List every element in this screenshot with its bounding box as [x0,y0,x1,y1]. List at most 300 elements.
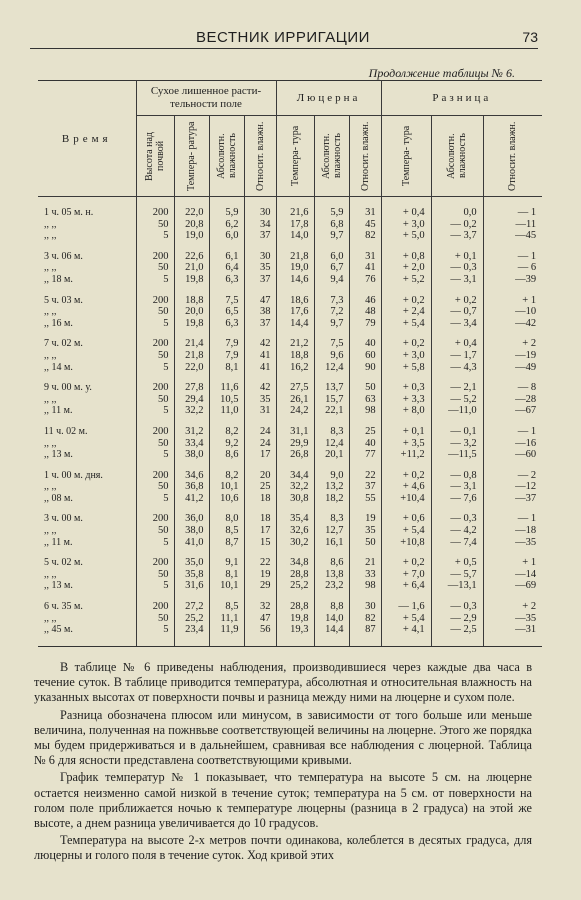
table-row [38,251,542,263]
table-row [38,613,542,625]
running-header [28,24,538,46]
value-cell: 28,8 [276,601,314,613]
table-row [38,318,542,330]
value-cell: 200 [136,513,174,525]
value-cell: 17 [244,449,276,461]
value-cell: 22,0 [174,207,209,219]
value-cell: — 2,5 [431,624,483,636]
value-cell: 10,1 [209,481,244,493]
value-cell: 5 [136,493,174,505]
value-cell: 9,7 [314,318,349,330]
value-cell: 35 [244,394,276,406]
value-cell: + 5,8 [381,362,431,374]
value-cell: 50 [136,350,174,362]
time-cell: ,, 08 м. [44,492,73,504]
value-cell: — 3,1 [431,481,483,493]
value-cell: 200 [136,207,174,219]
value-cell: — 4,2 [431,525,483,537]
value-cell: 9,2 [209,438,244,450]
value-cell: 20,8 [174,219,209,231]
time-cell: ,, ,, [44,437,57,449]
value-cell: 98 [349,580,381,592]
time-cell: 1 ч. 00 м. дня. [44,469,103,481]
value-cell: —45 [483,230,542,242]
table-row [38,426,542,438]
value-cell: —69 [483,580,542,592]
time-cell: ,, ,, [44,262,57,274]
value-cell: 32 [244,601,276,613]
value-cell: 18,6 [276,295,314,307]
page-number: 73 [522,29,538,45]
column-header: Высота над почвой [136,116,174,197]
value-cell: 200 [136,470,174,482]
value-cell: 6,2 [209,219,244,231]
column-header: Относит. влажн. [244,116,276,197]
value-cell: + 0,2 [381,557,431,569]
value-cell: — 5,7 [431,569,483,581]
spacer-row [38,329,542,338]
value-cell: 26,1 [276,394,314,406]
value-cell: 10,5 [209,394,244,406]
time-cell: 5 ч. 03 м. [44,294,83,306]
value-cell: 5,9 [314,207,349,219]
value-cell: 55 [349,493,381,505]
value-cell: 32,6 [276,525,314,537]
value-cell: 6,0 [314,251,349,263]
value-cell: 8,0 [209,513,244,525]
time-cell: 5 ч. 02 м. [44,557,83,569]
value-cell: 25,2 [174,613,209,625]
value-cell: 7,5 [314,338,349,350]
value-cell: 200 [136,295,174,307]
value-cell: 34,6 [174,470,209,482]
value-cell: 6,4 [209,262,244,274]
table-row [38,513,542,525]
value-cell: 7,2 [314,306,349,318]
value-cell: —11,5 [431,449,483,461]
time-cell: ,, ,, [44,306,57,318]
value-cell: 23,2 [314,580,349,592]
value-cell: + 3,5 [381,438,431,450]
value-cell: —37 [483,493,542,505]
value-cell: 6,3 [209,318,244,330]
value-cell: + 0,1 [381,426,431,438]
value-cell: 27,5 [276,382,314,394]
value-cell: 6,7 [314,262,349,274]
difference-group-header: Разница [381,81,542,116]
table-row [38,394,542,406]
value-cell: 8,6 [209,449,244,461]
time-cell: ,, 14 м. [44,361,73,373]
value-cell: 90 [349,362,381,374]
value-cell: —16 [483,438,542,450]
value-cell: + 5,2 [381,274,431,286]
time-cell: ,, ,, [44,349,57,361]
value-cell: 87 [349,624,381,636]
value-cell: 50 [136,219,174,231]
value-cell: 19,8 [276,613,314,625]
value-cell: 56 [244,624,276,636]
value-cell: — 1 [483,426,542,438]
table-row [38,362,542,374]
time-column-header: Время [38,81,136,197]
value-cell: 8,1 [209,362,244,374]
value-cell: 31,1 [276,426,314,438]
table-row [38,557,542,569]
value-cell: —49 [483,362,542,374]
value-cell: 19,8 [174,318,209,330]
value-cell: 34,4 [276,470,314,482]
value-cell: 50 [349,537,381,549]
value-cell: 200 [136,338,174,350]
value-cell: 50 [136,481,174,493]
value-cell: 7,9 [209,350,244,362]
value-cell: 15 [244,537,276,549]
table-row [38,338,542,350]
value-cell: 35,8 [174,569,209,581]
value-cell: 5 [136,362,174,374]
column-header: Абсолютн. влажность [314,116,349,197]
value-cell: — 3,2 [431,438,483,450]
value-cell: 35,4 [276,513,314,525]
value-cell: +10,8 [381,537,431,549]
value-cell: —11,0 [431,405,483,417]
value-cell: 77 [349,449,381,461]
time-cell: ,, ,, [44,568,57,580]
value-cell: 21,6 [276,207,314,219]
value-cell: 50 [136,262,174,274]
value-cell: 76 [349,274,381,286]
table-row [38,207,542,219]
value-cell: 50 [136,306,174,318]
value-cell: 10,6 [209,493,244,505]
value-cell: + 0,4 [381,207,431,219]
value-cell: 50 [136,525,174,537]
time-cell: 7 ч. 02 м. [44,338,83,350]
value-cell: 13,7 [314,382,349,394]
value-cell: 11,6 [209,382,244,394]
time-cell: ,, 11 м. [44,405,73,417]
value-cell: 41,2 [174,493,209,505]
value-cell: 22 [244,557,276,569]
value-cell: + 0,2 [431,295,483,307]
value-cell: 15,7 [314,394,349,406]
value-cell: 31 [244,405,276,417]
value-cell: 6,8 [314,219,349,231]
table-row [38,493,542,505]
value-cell: + 1 [483,557,542,569]
value-cell: 14,4 [276,318,314,330]
value-cell: 42 [244,338,276,350]
data-table [38,80,542,646]
value-cell: 20 [244,470,276,482]
time-cell: 3 ч. 00 м. [44,513,83,525]
value-cell: 21,0 [174,262,209,274]
value-cell: 32,2 [276,481,314,493]
spacer-row [38,242,542,251]
value-cell: 200 [136,601,174,613]
value-cell: 6,3 [209,274,244,286]
value-cell: 8,6 [314,557,349,569]
value-cell: —10 [483,306,542,318]
value-cell: 19,0 [276,262,314,274]
value-cell: 18,8 [174,295,209,307]
value-cell: 50 [136,569,174,581]
value-cell: 63 [349,394,381,406]
value-cell: 5 [136,537,174,549]
value-cell: 35 [244,262,276,274]
value-cell: — 1,7 [431,350,483,362]
value-cell: 79 [349,318,381,330]
time-cell: 6 ч. 35 м. [44,601,83,613]
value-cell: + 3,0 [381,350,431,362]
value-cell: —67 [483,405,542,417]
value-cell: +11,2 [381,449,431,461]
value-cell: 35,0 [174,557,209,569]
value-cell: 23,4 [174,624,209,636]
value-cell: + 4,1 [381,624,431,636]
value-cell: 18,8 [276,350,314,362]
table-row [38,569,542,581]
value-cell: 11,9 [209,624,244,636]
value-cell: 14,0 [314,613,349,625]
value-cell: 19 [244,569,276,581]
value-cell: — 6 [483,262,542,274]
value-cell: 46 [349,295,381,307]
time-cell: 11 ч. 02 м. [44,425,88,437]
value-cell: + 3,0 [381,219,431,231]
value-cell: 200 [136,426,174,438]
value-cell: 14,4 [314,624,349,636]
value-cell: 5 [136,580,174,592]
value-cell: 5 [136,274,174,286]
value-cell: + 7,0 [381,569,431,581]
value-cell: —12 [483,481,542,493]
value-cell: 5 [136,230,174,242]
value-cell: 40 [349,338,381,350]
column-header: Темпера- тура [276,116,314,197]
value-cell: + 5,4 [381,318,431,330]
value-cell: 17,8 [276,219,314,231]
value-cell: 30,8 [276,493,314,505]
time-cell: ,, 16 м. [44,317,73,329]
spacer-row [38,461,542,470]
value-cell: 8,3 [314,513,349,525]
table-row [38,470,542,482]
value-cell: 18 [244,493,276,505]
value-cell: 37 [244,274,276,286]
column-header: Абсолютн. влажность [209,116,244,197]
value-cell: 25,2 [276,580,314,592]
value-cell: 5 [136,624,174,636]
value-cell: 7,9 [209,338,244,350]
value-cell: —14 [483,569,542,581]
value-cell: 6,5 [209,306,244,318]
value-cell: 37 [244,318,276,330]
value-cell: 33,4 [174,438,209,450]
value-cell: — 4,3 [431,362,483,374]
table-row [38,405,542,417]
value-cell: — 7,6 [431,493,483,505]
value-cell: 36,8 [174,481,209,493]
value-cell: — 0,3 [431,601,483,613]
paragraph: Температура на высоте 2-х метров почти одинакова, колеблется в десятых градуса, для люцерны и голого поля в течение суток. Ход кривой этих [34,833,532,863]
value-cell: 19 [349,513,381,525]
value-cell: —42 [483,318,542,330]
value-cell: 30 [349,601,381,613]
table-continuation-caption: Продолжение таблицы № 6. [368,66,515,80]
column-header: Абсолютн. влажность [431,116,483,197]
value-cell: — 2 [483,470,542,482]
value-cell: 200 [136,251,174,263]
value-cell: 8,8 [314,601,349,613]
value-cell: 19,0 [174,230,209,242]
spacer-row [38,373,542,382]
value-cell: —13,1 [431,580,483,592]
value-cell: 14,6 [276,274,314,286]
value-cell: + 0,8 [381,251,431,263]
value-cell: — 2,1 [431,382,483,394]
value-cell: 47 [244,613,276,625]
value-cell: 26,8 [276,449,314,461]
value-cell: — 0,8 [431,470,483,482]
value-cell: 41 [244,350,276,362]
table-row [38,306,542,318]
value-cell: 21,8 [174,350,209,362]
value-cell: 22,6 [174,251,209,263]
value-cell: 28,8 [276,569,314,581]
value-cell: + 5,4 [381,613,431,625]
value-cell: —28 [483,394,542,406]
value-cell: + 0,4 [431,338,483,350]
value-cell: 11,1 [209,613,244,625]
value-cell: 36,0 [174,513,209,525]
value-cell: 50 [136,394,174,406]
value-cell: 45 [349,219,381,231]
value-cell: 8,2 [209,470,244,482]
value-cell: 9,4 [314,274,349,286]
column-header: Темпера- ратура [174,116,209,197]
value-cell: + 5,4 [381,525,431,537]
value-cell: 7,3 [314,295,349,307]
table-row [38,438,542,450]
value-cell: + 0,2 [381,470,431,482]
value-cell: 12,7 [314,525,349,537]
value-cell: — 1 [483,207,542,219]
time-cell: ,, 13 м. [44,580,73,592]
value-cell: 19,3 [276,624,314,636]
value-cell: —11 [483,219,542,231]
value-cell: 25 [244,481,276,493]
value-cell: 0,0 [431,207,483,219]
value-cell: 48 [349,306,381,318]
value-cell: 38,0 [174,525,209,537]
value-cell: +10,4 [381,493,431,505]
value-cell: — 1 [483,251,542,263]
value-cell: 50 [349,382,381,394]
value-cell: 8,1 [209,569,244,581]
value-cell: + 0,2 [381,338,431,350]
value-cell: + 5,0 [381,230,431,242]
value-cell: — 0,3 [431,262,483,274]
table-row [38,481,542,493]
value-cell: 11,0 [209,405,244,417]
value-cell: + 0,2 [381,295,431,307]
value-cell: 8,5 [209,601,244,613]
value-cell: 82 [349,613,381,625]
value-cell: 22 [349,470,381,482]
table-row [38,350,542,362]
value-cell: + 2 [483,601,542,613]
table-row [38,601,542,613]
value-cell: — 3,1 [431,274,483,286]
value-cell: 17 [244,525,276,537]
value-cell: —19 [483,350,542,362]
table-row [38,525,542,537]
value-cell: 200 [136,557,174,569]
table-row [38,230,542,242]
spacer-row [38,504,542,513]
value-cell: 13,8 [314,569,349,581]
value-cell: 37 [349,481,381,493]
spacer-row [38,548,542,557]
value-cell: —60 [483,449,542,461]
body-text [34,660,532,866]
value-cell: 35 [349,525,381,537]
value-cell: 8,5 [209,525,244,537]
value-cell: 50 [136,438,174,450]
value-cell: —18 [483,525,542,537]
value-cell: 5 [136,405,174,417]
table-row [38,449,542,461]
spacer-row [38,197,542,208]
time-cell: ,, 45 м. [44,624,73,636]
value-cell: 18 [244,513,276,525]
time-cell: 1 ч. 05 м. н. [44,207,94,218]
value-cell: 13,2 [314,481,349,493]
table-row [38,382,542,394]
value-cell: 7,5 [209,295,244,307]
value-cell: — 7,4 [431,537,483,549]
paragraph: График температур № 1 показывает, что температура на высоте 5 см. на люцерне остается неизменно самой низкой в течение суток; температура на 5 см. от поверхности на голом поле приближается ночью к температуре люцерны (разница в 2 градуса) на этой же высоте, а днем разница увеличивается до 10 градусов. [34,770,532,831]
value-cell: + 6,4 [381,580,431,592]
value-cell: 8,2 [209,426,244,438]
value-cell: + 3,3 [381,394,431,406]
time-cell: ,, ,, [44,481,57,493]
spacer-row [38,286,542,295]
value-cell: 41 [349,262,381,274]
value-cell: 19,8 [174,274,209,286]
value-cell: 30 [244,251,276,263]
value-cell: 8,3 [314,426,349,438]
value-cell: — 1 [483,513,542,525]
value-cell: — 0,3 [431,513,483,525]
value-cell: — 0,2 [431,219,483,231]
spacer-row [38,636,542,646]
value-cell: 34,8 [276,557,314,569]
spacer-row [38,417,542,426]
value-cell: 29 [244,580,276,592]
value-cell: 6,1 [209,251,244,263]
paragraph: В таблице № 6 приведены наблюдения, производившиеся через каждые два часа в течение суток. В таблице приводится температура, абсолютная и относительная влажность на указанных высотах от поверхности почвы и разница между ними на люцерне и сухом поле. [34,660,532,705]
value-cell: 14,0 [276,230,314,242]
value-cell: —35 [483,613,542,625]
value-cell: 200 [136,382,174,394]
value-cell: — 5,2 [431,394,483,406]
table-bottom-rule [38,646,542,647]
table-row [38,537,542,549]
value-cell: —39 [483,274,542,286]
